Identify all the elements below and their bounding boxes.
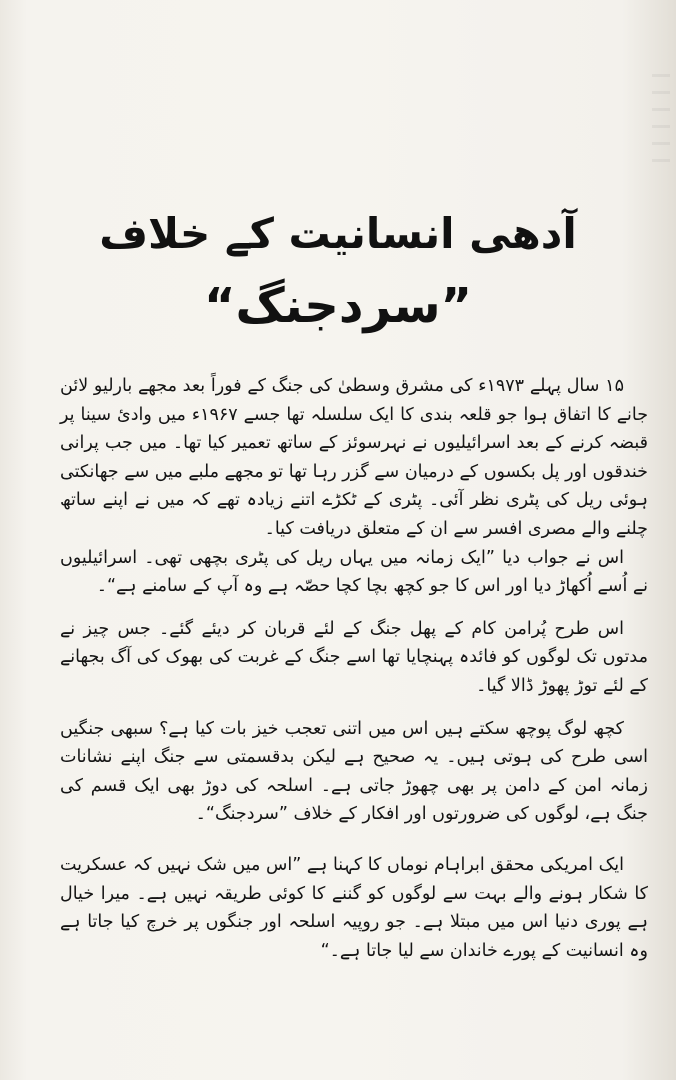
paragraph: ۱۵ سال پہلے ۱۹۷۳ء کی مشرق وسطیٰ کی جنگ کے فوراً بعد مجھے بارلیو لائن جانے کا اتفاق ہوا جو قلعہ بندی کا ایک سلسلہ تھا جسے ۱۹۶۷ء میں وادیٔ سینا پر قبضہ کرنے کے بعد اسرائیلیوں نے نہرسوئز کے ساتھ تعمیر کیا تھا۔ میں جب پرانی خندقوں اور پل بکسوں کے درمیان سے گزر رہا تھا تو مجھے ملبے میں سے جھانکتی ہوئی ریل کی پٹری نظر آئی۔ پٹری کے ٹکڑے اتنے زیادہ تھے کہ میں نے اپنے ساتھ چلنے والے مصری افسر سے ان کے متعلق دریافت کیا۔ [60, 376, 649, 539]
paragraph: ایک امریکی محقق ابراہام نوماں کا کہنا ہے ”اس میں شک نہیں کہ عسکریت کا شکار ہونے والے بہت سے لوگوں کو گننے کا کوئی طریقہ نہیں ہے۔ میرا خیال ہے پوری دنیا اس میں مبتلا ہے۔ جو روپیہ اسلحہ اور جنگوں پر خرچ کیا جاتا ہے وہ انسانیت کے پورے خاندان سے لیا جاتا ہے۔“ [60, 854, 648, 961]
chapter-subtitle: ”سردجنگ“ [203, 278, 473, 334]
body-text [60, 372, 648, 965]
paragraph: اس طرح پُرامن کام کے پھل جنگ کے لئے قربان کر دیئے گئے۔ جس چیز نے مدتوں تک لوگوں کو فائدہ پہنچایا تھا اسے جنگ کے غربت کی بھوک کی آگ بجھانے کے لئے توڑ پھوڑ ڈالا گیا۔ [60, 618, 648, 696]
paragraph: اس نے جواب دیا ”ایک زمانہ میں یہاں ریل کی پٹری بچھی تھی۔ اسرائیلیوں نے اُسے اُکھاڑ دیا اور اس کا جو کچھ بچا کچا حصّہ ہے وہ آپ کے سامنے ہے“۔ [60, 547, 648, 597]
page-edge-bleed [652, 60, 670, 170]
paragraph: کچھ لوگ پوچھ سکتے ہیں اس میں اتنی تعجب خیز بات کیا ہے؟ سبھی جنگیں اسی طرح کی ہوتی ہیں۔ یہ صحیح ہے لیکن بدقسمتی سے جنگ اپنے نشانات زمانہ امن کے دامن پر بھی چھوڑ جاتی ہے۔ اسلحہ کی دوڑ بھی ایک قسم کی جنگ ہے، لوگوں کی ضرورتوں اور افکار کے خلاف ”سردجنگ“۔ [60, 718, 648, 825]
chapter-title: آدھی انسانیت کے خلاف [99, 209, 577, 258]
chapter-heading [0, 205, 676, 341]
